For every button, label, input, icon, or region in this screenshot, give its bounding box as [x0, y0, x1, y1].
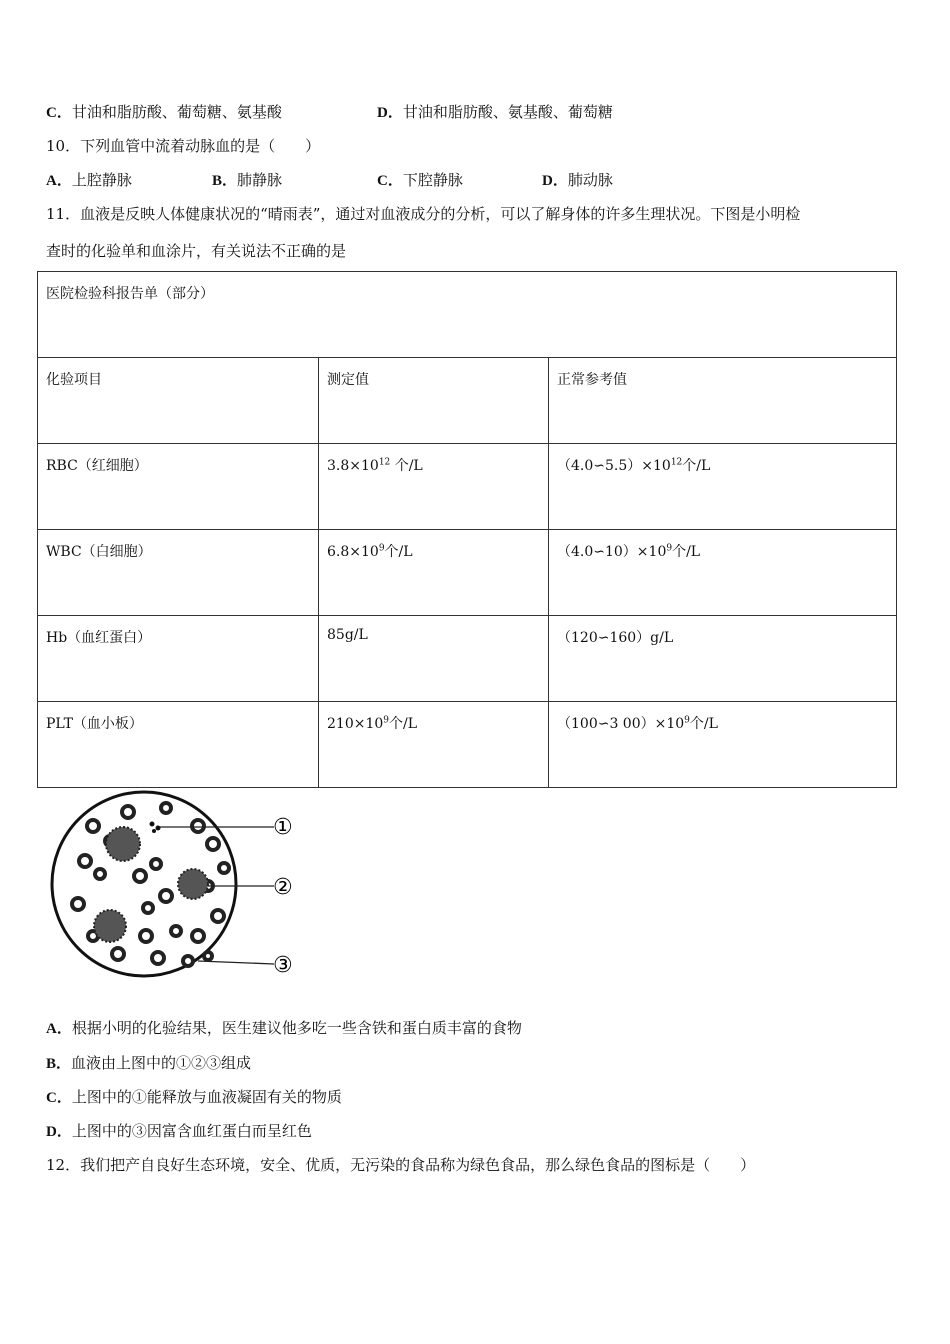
q9-options: [46, 102, 906, 122]
lab-report-table: [37, 271, 897, 788]
q11-stem-line1: 11．血液是反映人体健康状况的“晴雨表”，通过对血液成分的分析，可以了解身体的许多生理状况。下图是小明检: [46, 205, 801, 223]
label-1: ①: [273, 815, 293, 840]
row-value: $3.8\times 10^{12}$ 个/L: [319, 444, 549, 530]
table-row: [38, 616, 897, 702]
table-row: [38, 530, 897, 616]
report-title-row: [38, 272, 897, 358]
q10-options: [46, 170, 906, 190]
q9-option-d: D．甘油和脂肪酸、氨基酸、葡萄糖: [377, 103, 613, 121]
q11-option-a: A．根据小明的化验结果，医生建议他多吃一些含铁和蛋白质丰富的食物: [46, 1019, 522, 1037]
row-value: $210\times 10^9$个/L: [319, 702, 549, 788]
row-reference: $(4.0∽5.5)\times 10^{12}$个/L: [549, 444, 897, 530]
q11-option-b: B．血液由上图中的①②③组成: [46, 1054, 252, 1072]
label-2: ②: [273, 875, 293, 900]
q11-option-c: C．上图中的①能释放与血液凝固有关的物质: [46, 1088, 342, 1106]
row-item: PLT（血小板）: [38, 702, 319, 788]
q10-option-c: C．下腔静脉: [377, 171, 463, 189]
q11-stem-line2: 查时的化验单和血涂片，有关说法不正确的是: [46, 242, 347, 260]
row-reference: （120∽160）g/L: [549, 616, 897, 702]
blood-smear-figure: [48, 786, 308, 982]
q10-option-d: D．肺动脉: [542, 171, 613, 189]
row-value: $6.8\times 10^9$个/L: [319, 530, 549, 616]
row-item: Hb（血红蛋白）: [38, 616, 319, 702]
header-item: 化验项目: [38, 358, 319, 444]
q10-option-a: A．上腔静脉: [46, 171, 132, 189]
table-row: [38, 702, 897, 788]
report-header-row: [38, 358, 897, 444]
row-item: RBC（红细胞）: [38, 444, 319, 530]
q10-stem: 10．下列血管中流着动脉血的是（ ）: [46, 137, 321, 155]
header-value: 测定值: [319, 358, 549, 444]
header-reference: 正常参考值: [549, 358, 897, 444]
label-3: ③: [273, 953, 293, 978]
table-row: [38, 444, 897, 530]
row-item: WBC（白细胞）: [38, 530, 319, 616]
q9-option-c: C．甘油和脂肪酸、葡萄糖、氨基酸: [46, 103, 282, 121]
row-value: 85g/L: [319, 616, 549, 702]
row-reference: （100∽3 $00)\times 10^9$个/L: [549, 702, 897, 788]
q11-option-d: D．上图中的③因富含血红蛋白而呈红色: [46, 1122, 312, 1140]
row-reference: $(4.0∽10)\times 10^9$个/L: [549, 530, 897, 616]
report-title: 医院检验科报告单（部分）: [38, 272, 897, 358]
q12-stem: 12．我们把产自良好生态环境，安全、优质，无污染的食品称为绿色食品，那么绿色食品的图标是（ ）: [46, 1156, 756, 1174]
q10-option-b: B．肺静脉: [212, 171, 283, 189]
